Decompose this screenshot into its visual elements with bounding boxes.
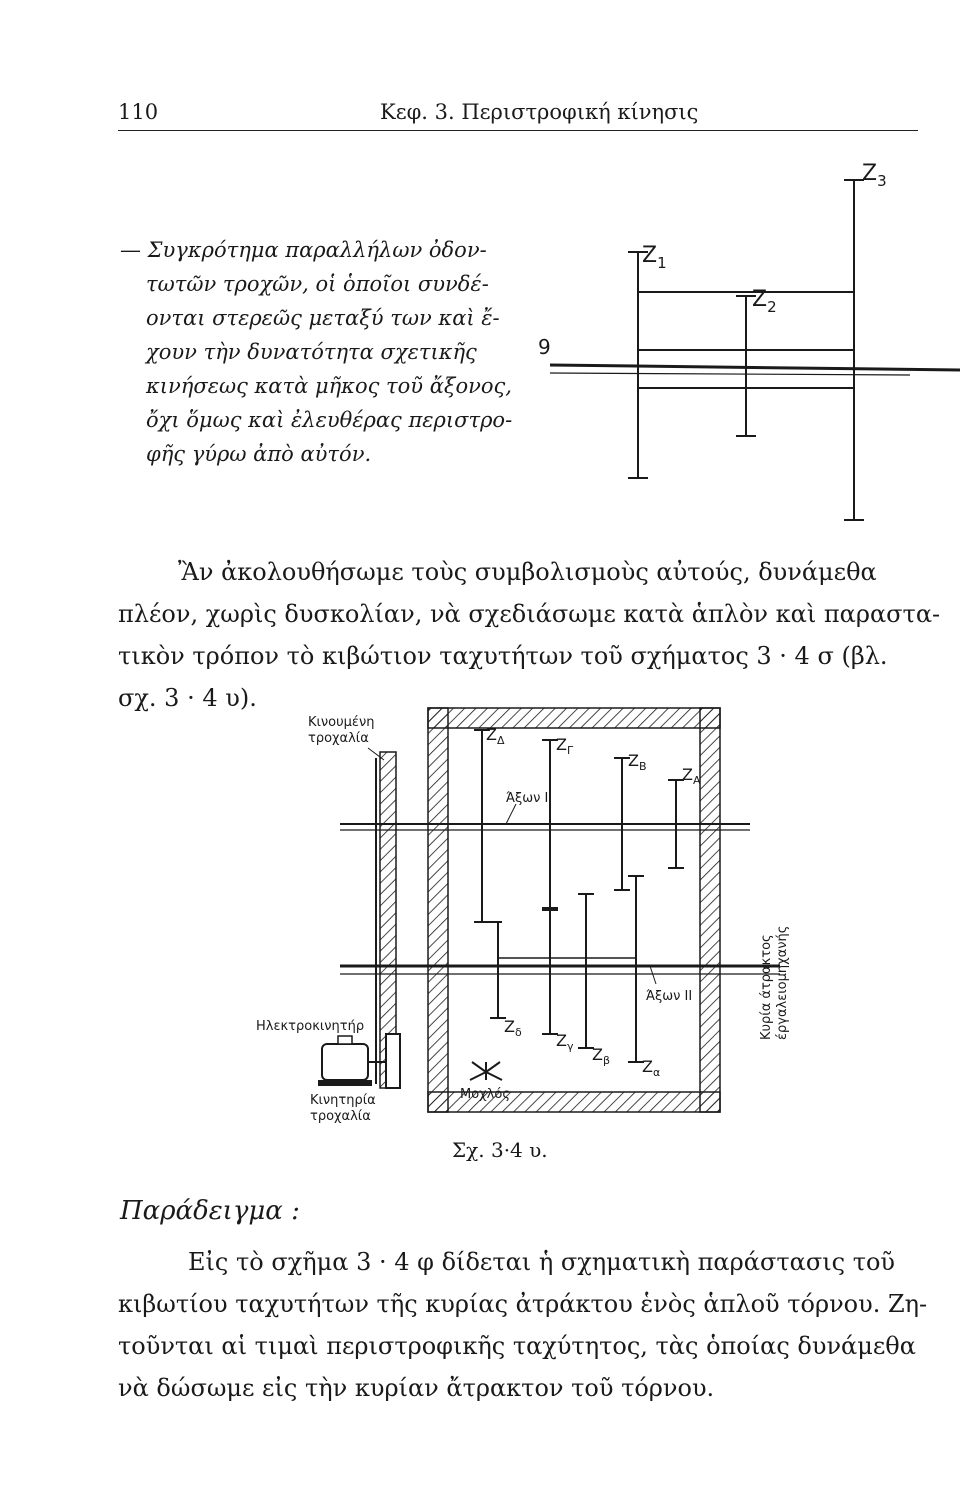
example-line: κιβωτίου ταχυτήτων τῆς κυρίας ἀτράκτου ἑνὸς ἁπλοῦ τόρνου. Ζη- bbox=[118, 1290, 928, 1318]
label-zA-sub: A bbox=[692, 774, 701, 787]
label-zb-main: Z bbox=[592, 1045, 603, 1064]
label-zg-sub: γ bbox=[566, 1040, 574, 1053]
gear-cluster-figure bbox=[530, 160, 960, 530]
housing-right-wall bbox=[700, 708, 720, 1112]
label-zg-main: Z bbox=[556, 1031, 567, 1050]
side-note-line: ονται στερεῶς μεταξύ των καὶ ἔ- bbox=[146, 306, 500, 330]
label-zG bbox=[556, 735, 574, 757]
label-zd-main: Z bbox=[504, 1017, 515, 1036]
side-note-line: κινήσεως κατὰ μῆκος τοῦ ἄξονος, bbox=[146, 374, 512, 398]
figure-number-label: 9 bbox=[538, 335, 551, 359]
paragraph-line: τικὸν τρόπον τὸ κιβώτιον ταχυτήτων τοῦ σχήματος 3 · 4 σ (βλ. bbox=[118, 642, 888, 670]
axle-1-leader bbox=[506, 804, 516, 824]
label-driven-pulley-1: Κινουμένη bbox=[308, 715, 375, 730]
label-zA-main: Z bbox=[682, 765, 693, 784]
label-z1-sub: 1 bbox=[657, 254, 667, 272]
label-electric-motor: Ηλεκτροκινητήρ bbox=[256, 1019, 365, 1034]
motor-terminal bbox=[338, 1036, 352, 1044]
side-note-line: τωτῶν τροχῶν, οἱ ὁποῖοι συνδέ- bbox=[146, 272, 489, 296]
housing-left-wall bbox=[428, 708, 448, 1112]
label-zg bbox=[556, 1031, 574, 1053]
example-line: νὰ δώσωμε εἰς τὴν κυρίαν ἄτρακτον τοῦ τόρνου. bbox=[118, 1374, 715, 1402]
label-z3-main: Z bbox=[862, 161, 878, 186]
label-zG-main: Z bbox=[556, 735, 567, 754]
label-zd bbox=[504, 1017, 522, 1039]
label-zB-main: Z bbox=[628, 751, 639, 770]
housing-top-wall bbox=[428, 708, 720, 728]
side-note-line: χουν τὴν δυνατότητα σχετικῆς bbox=[146, 340, 477, 364]
electric-motor bbox=[322, 1044, 368, 1080]
label-zB-sub: B bbox=[638, 760, 647, 773]
shaft-line-lower bbox=[550, 373, 910, 375]
shaft-line bbox=[550, 365, 960, 370]
paragraph-line: σχ. 3 · 4 υ). bbox=[118, 684, 257, 712]
drive-pulley bbox=[386, 1034, 400, 1088]
label-z2-sub: 2 bbox=[767, 298, 777, 316]
label-zD-main: Z bbox=[486, 725, 497, 744]
label-drive-pulley-2: τροχαλία bbox=[310, 1109, 371, 1124]
paragraph-line: Ἂν ἀκολουθήσωμε τοὺς συμβολισμοὺς αὐτούς, δυνάμεθα bbox=[178, 558, 877, 586]
label-za-main: Z bbox=[642, 1057, 653, 1076]
label-driven-pulley-2: τροχαλία bbox=[308, 731, 369, 746]
example-heading: Παράδειγμα : bbox=[120, 1196, 300, 1226]
label-z1 bbox=[642, 243, 667, 272]
page-number: 110 bbox=[118, 100, 159, 124]
label-zD-sub: Δ bbox=[496, 734, 505, 747]
label-z3-sub: 3 bbox=[877, 172, 887, 190]
label-z1-main: Z bbox=[642, 243, 658, 268]
paragraph-line: πλέον, χωρὶς δυσκολίαν, νὰ σχεδιάσωμε κατὰ ἁπλὸν καὶ παραστα- bbox=[118, 600, 941, 628]
label-spindle-1: Κυρία άτρακτος bbox=[759, 934, 774, 1040]
motor-base bbox=[318, 1080, 372, 1086]
label-axle-1: Άξων I bbox=[506, 791, 549, 806]
axle-2-leader bbox=[650, 966, 656, 984]
label-drive-pulley-1: Κινητηρία bbox=[310, 1093, 376, 1108]
label-lever: Μοχλός bbox=[460, 1087, 510, 1102]
label-za bbox=[642, 1057, 660, 1079]
lever-arrows bbox=[470, 1062, 502, 1080]
label-zB bbox=[628, 751, 647, 773]
label-zG-sub: Γ bbox=[566, 744, 574, 757]
page-header bbox=[118, 96, 918, 131]
example-line: Εἰς τὸ σχῆμα 3 · 4 φ δίδεται ἡ σχηματικὴ παράστασις τοῦ bbox=[188, 1248, 896, 1276]
running-title: Κεφ. 3. Περιστροφική κίνησις bbox=[380, 100, 699, 124]
label-z2-main: Z bbox=[752, 287, 768, 312]
label-za-sub: α bbox=[652, 1066, 661, 1079]
side-note-line: ὄχι ὅμως καὶ ἐλευθέρας περιστρο- bbox=[146, 408, 513, 432]
label-zd-sub: δ bbox=[514, 1026, 522, 1039]
label-axle-2: Άξων II bbox=[646, 989, 693, 1004]
side-note-line: — Συγκρότημα παραλλήλων ὀδον- bbox=[120, 238, 487, 262]
label-z3 bbox=[862, 161, 887, 190]
side-note-line: φῆς γύρω ἀπὸ αὐτόν. bbox=[146, 442, 372, 466]
label-zb-sub: β bbox=[602, 1054, 610, 1067]
figure-caption: Σχ. 3·4 υ. bbox=[452, 1138, 548, 1162]
label-zb bbox=[592, 1045, 610, 1067]
example-line: τοῦνται αἱ τιμαὶ περιστροφικῆς ταχύτητος, τὰς ὁποίας δυνάμεθα bbox=[118, 1332, 916, 1360]
label-spindle-2: έργαλειομηχανής bbox=[775, 925, 790, 1040]
gearbox-figure bbox=[256, 700, 800, 1140]
label-zA bbox=[682, 765, 701, 787]
